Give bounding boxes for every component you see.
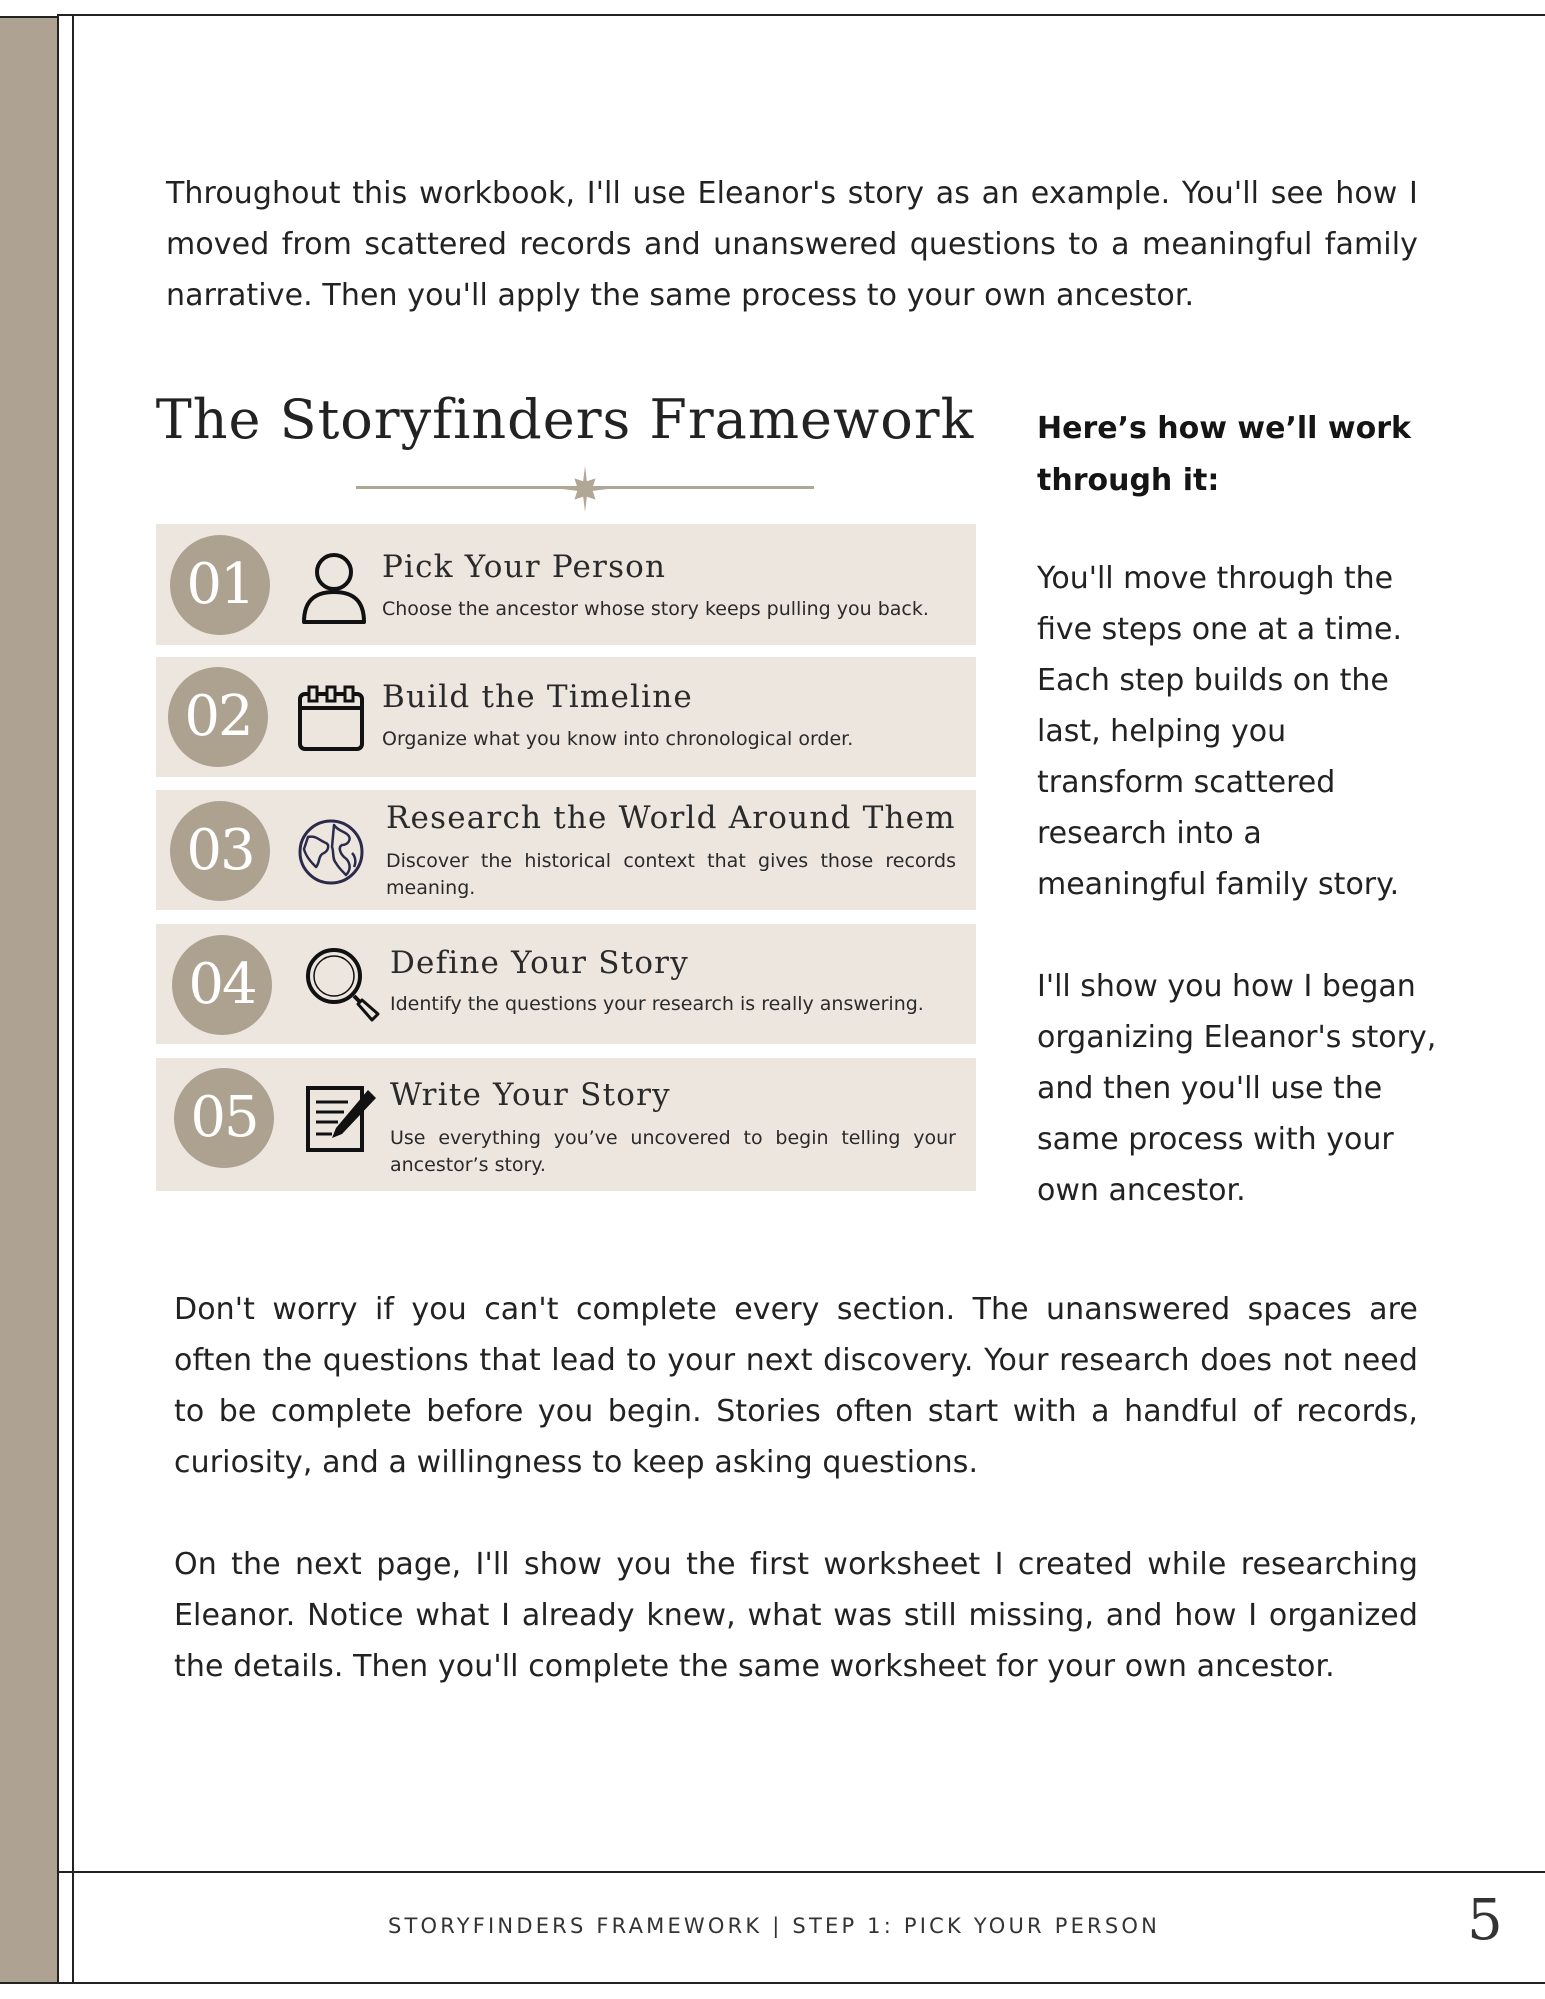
page-number: 5 xyxy=(1467,1888,1503,1953)
globe-icon xyxy=(296,817,366,887)
step-title: Write Your Story xyxy=(390,1077,671,1113)
sparkle-icon xyxy=(560,464,610,514)
step-number-badge: 03 xyxy=(170,801,270,901)
sidebar-heading: Here’s how we’ll work through it: xyxy=(1037,411,1411,498)
step-description: Organize what you know into chronological order. xyxy=(382,728,854,750)
step-number-badge: 04 xyxy=(172,935,272,1035)
calendar-icon xyxy=(296,684,366,752)
step-description: Use everything you’ve uncovered to begin telling your ancestor’s story. xyxy=(390,1127,956,1176)
step-description: Choose the ancestor whose story keeps pulling you back. xyxy=(382,598,929,620)
framework-step-2 xyxy=(156,657,976,777)
step-title: Pick Your Person xyxy=(382,549,667,585)
step-description: Identify the questions your research is really answering. xyxy=(390,993,924,1015)
footer-running-title: STORYFINDERS FRAMEWORK | STEP 1: PICK YOUR PERSON xyxy=(387,1914,1160,1938)
step-number-badge: 01 xyxy=(170,535,270,635)
step-description: Discover the historical context that gives those records meaning. xyxy=(386,850,956,899)
step-title: Research the World Around Them xyxy=(386,800,956,836)
footer-divider xyxy=(57,1871,1545,1873)
left-color-band xyxy=(0,16,57,1984)
sidebar-text xyxy=(1037,553,1437,1216)
framework-title: The Storyfinders Framework xyxy=(155,388,975,451)
step-title: Build the Timeline xyxy=(382,679,693,715)
frame-line-inner xyxy=(72,16,74,1984)
frame-line-left xyxy=(57,16,59,1984)
framework-step-4 xyxy=(156,924,976,1044)
step-title: Define Your Story xyxy=(390,945,689,981)
sidebar-paragraph-2: I'll show you how I began organizing Eleanor's story, and then you'll use the same process with your own ancestor. xyxy=(1037,969,1437,1208)
step-number-badge: 02 xyxy=(168,667,268,767)
body-paragraph-3: On the next page, I'll show you the first worksheet I created while researching Eleanor. Notice what I already knew, what was still missing, and how I organized the details. Then you'll complete the same worksheet for your own ancestor. xyxy=(174,1547,1418,1684)
writing-icon xyxy=(304,1082,380,1154)
magnifier-icon xyxy=(302,944,382,1024)
sidebar-paragraph-1: You'll move through the five steps one at a time. Each step builds on the last, helping you transform scattered research into a meaningful family story. xyxy=(1037,561,1402,902)
intro-paragraph: Throughout this workbook, I'll use Eleanor's story as an example. You'll see how I moved from scattered records and unanswered questions to a meaningful family narrative. Then you'll apply the same process to your own ancestor. xyxy=(166,176,1418,313)
frame-line-top xyxy=(57,14,1545,16)
step-number-badge: 05 xyxy=(174,1068,274,1168)
frame-line-bottom xyxy=(57,1982,1545,1984)
person-icon xyxy=(300,550,368,626)
body-paragraph-2: Don't worry if you can't complete every section. The unanswered spaces are often the questions that lead to your next discovery. Your research does not need to be complete before you begin. Stories often start with a handful of records, curiosity, and a willingness to keep asking questions. xyxy=(174,1292,1418,1480)
